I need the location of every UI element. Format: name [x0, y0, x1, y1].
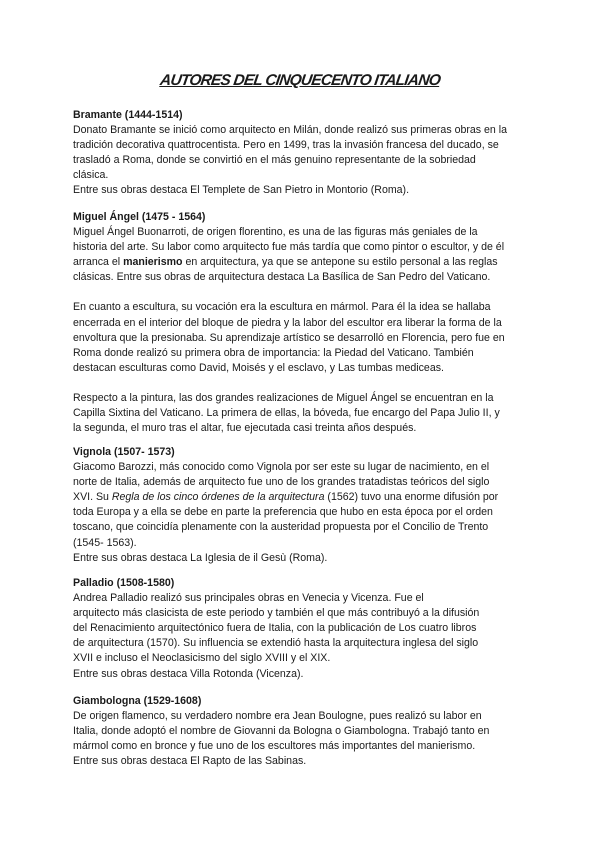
text-line: Entre sus obras destaca La Iglesia de il Gesù (Roma). [73, 551, 328, 564]
section-heading: Bramante (1444-1514) [73, 109, 183, 121]
text-line: Capilla Sixtina del Vaticano. La primera de ellas, la bóveda, fue encargo del Papa Julio II, y [73, 407, 500, 420]
text-line: historia del arte. Su labor como arquitecto fue más tardía que como pintor o escultor, y de él [73, 241, 505, 254]
text-line: destacan esculturas como David, Moisés y el esclavo, y Las tumbas mediceas. [73, 361, 444, 374]
text-fragment: en arquitectura, ya que se antepone su estilo personal a las reglas [182, 256, 498, 269]
text-line: del Renacimiento arquitectónico fuera de Italia, con la publicación de Los cuatro libros [73, 622, 477, 635]
text-line: Entre sus obras destaca El Rapto de las Sabinas. [73, 755, 307, 768]
text-line: En cuanto a escultura, su vocación era la escultura en mármol. Para él la idea se hallaba [73, 301, 491, 314]
section-paragraph [73, 460, 543, 566]
section-paragraph [73, 391, 543, 436]
text-fragment: (1562) tuvo una enorme difusión por [324, 491, 499, 504]
text-line: arquitecto más clasicista de este periodo y también el que más contribuyó a la difusión [73, 607, 480, 620]
section-paragraph [73, 591, 543, 682]
text-line: norte de Italia, además de arquitecto fue uno de los grandes tratadistas teóricos del siglo [73, 476, 490, 489]
text-line: toda Europa y a ella se debe en parte la preferencia que hubo en esta época por el orden [73, 506, 493, 519]
section-heading: Miguel Ángel (1475 - 1564) [73, 211, 206, 223]
section-giambologna [73, 694, 543, 769]
text-line: envoltura que la presionaba. Su aprendizaje artístico se desarrolló en Florencia, pero fue en [73, 331, 505, 344]
text-line: XVII e incluso el Neoclasicismo del siglo XVIII y el XIX. [73, 652, 331, 665]
text-line: tradición decorativa quattrocentista. Pero en 1499, tras la invasión francesa del ducado, se [73, 139, 499, 152]
section-heading: Vignola (1507- 1573) [73, 446, 175, 458]
text-line: de arquitectura (1570). Su influencia se extendió hasta la arquitectura inglesa del siglo [73, 637, 479, 650]
text-line [73, 255, 543, 270]
text-line: la segunda, el muro tras el altar, fue ejecutada casi treinta años después. [73, 422, 417, 435]
text-line: Entre sus obras destaca El Templete de San Pietro in Montorio (Roma). [73, 184, 410, 197]
text-line: clásicas. Entre sus obras de arquitectura destaca La Basílica de San Pedro del Vaticano. [73, 271, 491, 284]
text-line: Andrea Palladio realizó sus principales obras en Venecia y Vicenza. Fue el [73, 592, 424, 605]
section-paragraph [73, 123, 543, 198]
text-line: toscano, que coincidía plenamente con la austeridad propuesta por el Concilio de Trento [73, 521, 489, 534]
text-line: Italia, donde adoptó el nombre de Giovanni da Bologna o Giambologna. Trabajó tanto en [73, 725, 490, 738]
document-title: AUTORES DEL CINQUECENTO ITALIANO [158, 72, 442, 89]
keyword-manierismo: manierismo [123, 256, 183, 269]
text-line: Miguel Ángel Buonarroti, de origen florentino, es una de las figuras más geniales de la [73, 226, 478, 239]
section-paragraph [73, 225, 543, 285]
text-line [73, 490, 543, 505]
text-line: Donato Bramante se inició como arquitecto en Milán, donde realizó sus primeras obras en la [73, 124, 507, 137]
text-line: encerrada en el interior del bloque de piedra y la labor del escultor era liberar la forma de la [73, 316, 502, 329]
section-paragraph [73, 300, 543, 375]
section-paragraph [73, 709, 543, 769]
section-heading: Palladio (1508-1580) [73, 577, 175, 589]
text-fragment: XVI. Su [73, 491, 112, 504]
text-line: Giacomo Barozzi, más conocido como Vignola por ser este su lugar de nacimiento, en el [73, 461, 490, 474]
text-line: mármol como en bronce y fue uno de los escultores más importantes del manierismo. [73, 740, 476, 753]
text-line: (1545- 1563). [73, 536, 137, 549]
book-title: Regla de los cinco órdenes de la arquitectura [111, 491, 325, 504]
section-palladio [73, 576, 543, 682]
text-line: Roma donde realizó su primera obra de importancia: la Piedad del Vaticano. También [73, 346, 474, 359]
text-line: Entre sus obras destaca Villa Rotonda (Vicenza). [73, 667, 304, 680]
section-heading: Giambologna (1529-1608) [73, 695, 202, 707]
text-fragment: arranca el [73, 256, 124, 269]
text-line: Respecto a la pintura, las dos grandes realizaciones de Miguel Ángel se encuentran en la [73, 391, 494, 404]
section-bramante [73, 108, 543, 199]
section-vignola [73, 445, 543, 566]
section-miguel-angel [73, 210, 543, 436]
text-line: De origen flamenco, su verdadero nombre era Jean Boulogne, pues realizó su labor en [73, 710, 482, 723]
text-line: trasladó a Roma, donde se convirtió en el más genuino representante de la sobriedad [73, 154, 476, 167]
text-line: clásica. [73, 169, 109, 182]
